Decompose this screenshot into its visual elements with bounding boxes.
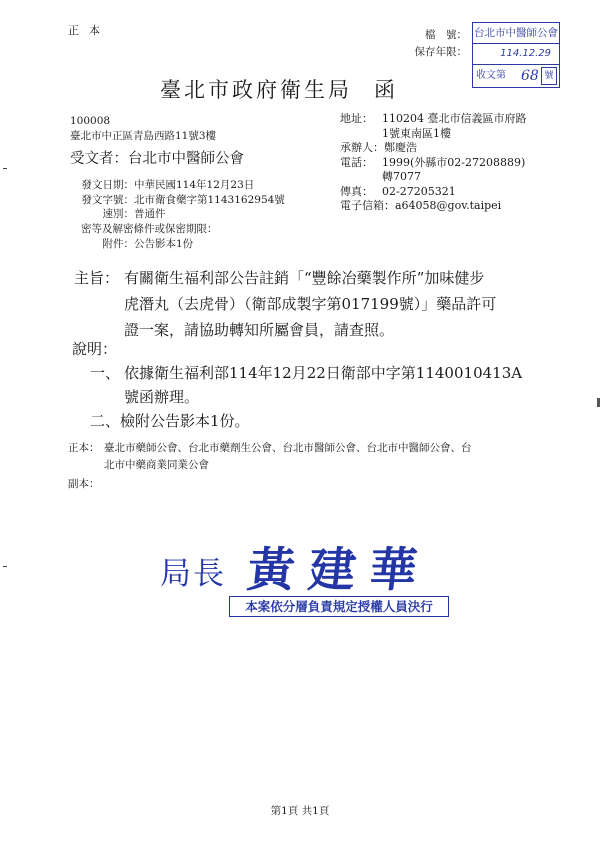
stamp-receipt-number: 68: [521, 68, 539, 84]
copies-recipients: 北市中藥商業同業公會: [104, 459, 209, 471]
postal-code: 100008: [70, 115, 111, 127]
agency-name: 臺北市政府衛生局: [160, 78, 352, 102]
speed-label: 速別：: [102, 208, 134, 221]
receipt-stamp: [472, 22, 560, 88]
secrecy-label: 密等及解密條件或保密期限：: [81, 223, 218, 236]
binding-mark: [3, 168, 7, 169]
cc-label: 副本：: [68, 478, 100, 490]
attachment-label: 附件：: [102, 237, 134, 250]
page-number: 第1頁 共1頁: [270, 805, 330, 817]
item-text: 檢附公告影本1份。: [120, 412, 250, 430]
explanation-item-1: [90, 361, 560, 409]
contact-address: 110204 臺北市信義區市府路: [382, 112, 527, 125]
issue-date: 中華民國114年12月23日: [134, 179, 255, 191]
fax: 02-27205321: [382, 184, 456, 198]
file-number-block: [357, 27, 467, 61]
handler: 鄭慶浩: [384, 141, 417, 154]
subject-section: [74, 265, 564, 343]
explanation-item-2: [90, 409, 250, 433]
email: a64058@gov.taipei: [395, 199, 502, 212]
issue-date-label: 發文日期：: [81, 179, 134, 191]
explanation-label: 說明：: [72, 340, 118, 358]
address-label: 地址：: [340, 112, 373, 125]
item-number: 二、: [90, 412, 121, 430]
copies-label: 正本：: [68, 442, 100, 454]
contact-block: [340, 112, 580, 214]
recipient-line: [70, 147, 244, 168]
phone-label: 電話：: [340, 155, 373, 169]
document-type: 函: [374, 78, 398, 102]
document-title: [160, 74, 460, 104]
subject-line: 有關衛生福利部公告註銷「“豐餘冶藥製作所”加味健步: [124, 269, 485, 287]
item-number: 一、: [90, 364, 121, 382]
stamp-hao: 號: [541, 67, 557, 85]
stamp-receipt-label: 收文第: [476, 70, 506, 81]
recipient-label: 受文者：: [70, 151, 128, 167]
binding-mark: [3, 566, 7, 567]
retention-label: 保存年限：: [414, 46, 467, 58]
sender-address-block: [70, 115, 216, 143]
stamp-org: 台北市中醫師公會: [473, 23, 559, 44]
copies-recipients: 臺北市藥師公會、台北市藥劑生公會、台北市醫師公會、台北市中醫師公會、台: [104, 442, 472, 454]
issue-no: 北市衛食藥字第1143162954號: [134, 193, 285, 206]
fax-label: 傳真：: [340, 184, 373, 198]
recipient: 台北市中醫師公會: [128, 151, 244, 167]
email-label: 電子信箱：: [340, 199, 395, 212]
phone-ext: 轉7077: [382, 170, 421, 183]
issuance-info: [70, 178, 285, 252]
copy-mark: 正本: [68, 24, 110, 37]
director-name-stamp: 黃建華: [244, 543, 434, 598]
file-no-label: 檔 號：: [425, 29, 467, 41]
original-copies: [68, 440, 558, 474]
attachment: 公告影本1份: [134, 237, 194, 250]
subject-line: 虎潛丸（去虎骨）（衛部成製字第017199號）」藥品許可: [124, 295, 497, 313]
sender-address: 臺北市中正區青島西路11號3樓: [70, 130, 217, 142]
item-text: 號函辦理。: [124, 388, 200, 406]
item-text: 依據衛生福利部114年12月22日衛部中字第1140010413A: [124, 364, 523, 382]
director-title-stamp: 局長: [160, 556, 226, 592]
subject-line: 證一案，請協助轉知所屬會員，請查照。: [124, 321, 395, 339]
phone: 1999(外縣市02-27208889): [382, 155, 526, 169]
authorization-stamp: 本案依分層負責規定授權人員決行: [229, 596, 449, 617]
handler-label: 承辦人：: [340, 141, 384, 154]
subject-label: 主旨：: [74, 269, 120, 287]
stamp-receipt: [473, 65, 559, 87]
stamp-date: 114.12.29: [473, 43, 559, 65]
speed: 普通件: [134, 208, 166, 221]
contact-address-2: 1號東南區1樓: [382, 126, 451, 140]
issue-no-label: 發文字號：: [81, 193, 134, 206]
